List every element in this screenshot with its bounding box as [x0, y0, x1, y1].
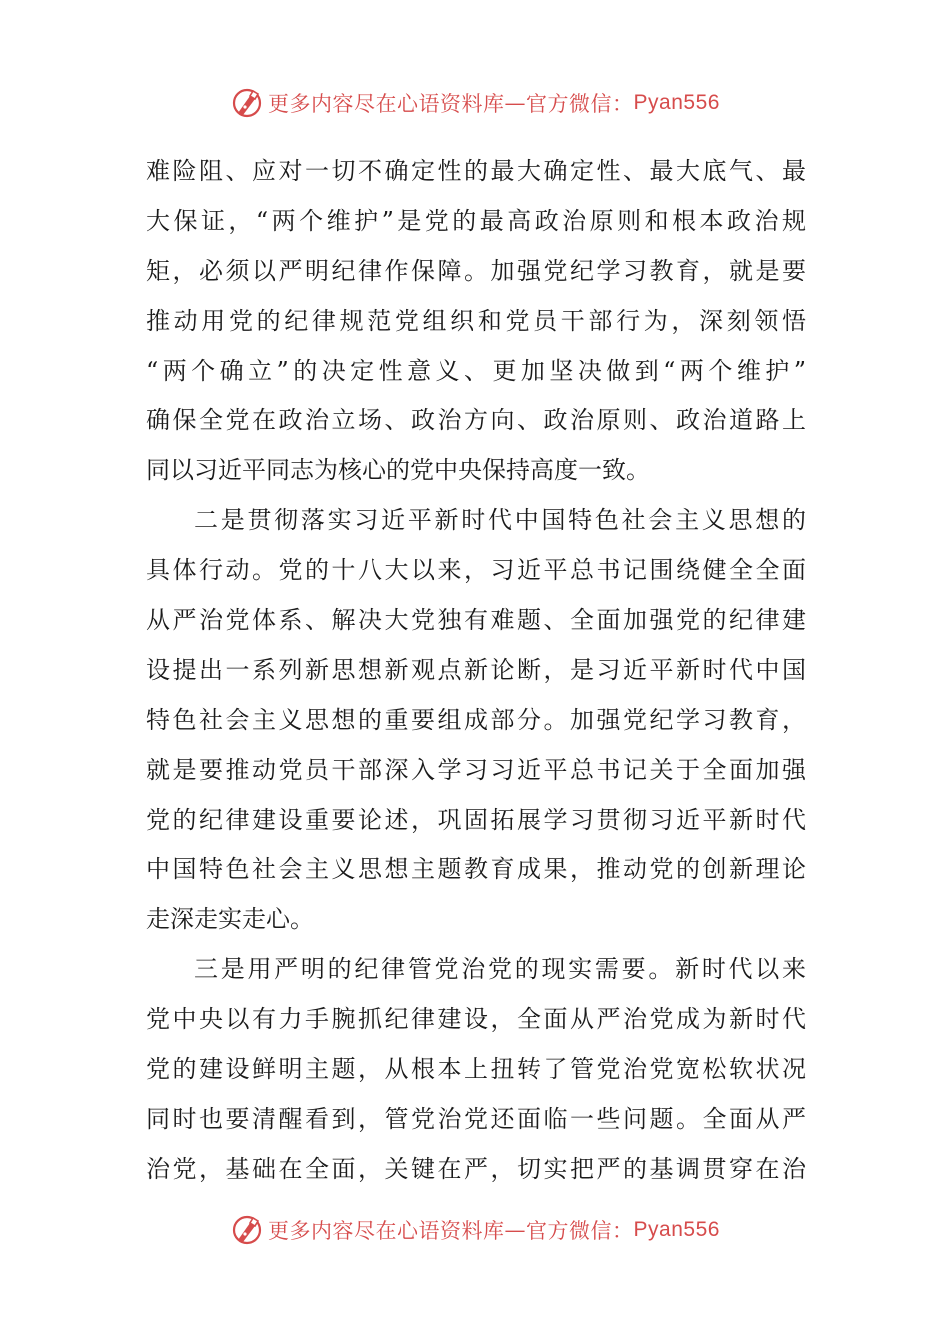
text-line: 确保全党在政治立场、政治方向、政治原则、政治道路上: [146, 406, 806, 435]
text-line: 从严治党体系、解决大党独有难题、全面加强党的纪律建: [146, 606, 806, 635]
banner-dash: —: [504, 1218, 527, 1242]
text-line: 党中央以有力手腕抓纪律建设，全面从严治党成为新时代: [146, 1005, 806, 1034]
document-body: [146, 147, 806, 1195]
text-line: 党的纪律建设重要论述，巩固拓展学习贯彻习近平新时代: [146, 805, 806, 834]
text-line: 设提出一系列新思想新观点新论断，是习近平新时代中国: [146, 655, 806, 684]
text-line: 就是要推动党员干部深入学习习近平总书记关于全面加强: [146, 755, 806, 784]
text-line: 中国特色社会主义思想主题教育成果，推动党的创新理论: [146, 855, 806, 884]
text-line: 同以习近平同志为核心的党中央保持高度一致。: [146, 456, 650, 485]
text-line: 党的建设鲜明主题，从根本上扭转了管党治党宽松软状况: [146, 1055, 806, 1084]
banner-wechat-handle: Pyan556: [633, 1218, 720, 1241]
text-line: 大保证，“两个维护”是党的最高政治原则和根本政治规: [146, 206, 806, 235]
paragraph-first-line: 三是用严明的纪律管党治党的现实需要。新时代以来: [194, 955, 806, 984]
text-line: 推动用党的纪律规范党组织和党员干部行为，深刻领悟: [146, 306, 806, 335]
banner-wechat-label: 官方微信：: [526, 1219, 634, 1243]
text-line: 走深走实走心。: [146, 905, 314, 934]
header-watermark-banner: [0, 83, 950, 123]
text-line: 同时也要清醒看到，管党治党还面临一些问题。全面从严: [146, 1104, 806, 1133]
text-line: 矩，必须以严明纪律作保障。加强党纪学习教育，就是要: [146, 256, 806, 285]
banner-dash: —: [504, 91, 527, 115]
pen-nib-logo-icon: [230, 86, 264, 120]
text-line: 难险阻、应对一切不确定性的最大确定性、最大底气、最: [146, 157, 806, 185]
text-line: 治党，基础在全面，关键在严，切实把严的基调贯穿在治: [146, 1154, 806, 1183]
paragraph-first-line: 二是贯彻落实习近平新时代中国特色社会主义思想的: [194, 506, 806, 535]
banner-wechat-handle: Pyan556: [633, 91, 720, 114]
footer-watermark-banner: [0, 1210, 950, 1250]
pen-nib-logo-icon: [230, 1213, 264, 1247]
banner-brand-text: 更多内容尽在心语资料库: [268, 92, 505, 116]
text-line: 特色社会主义思想的重要组成部分。加强党纪学习教育，: [146, 705, 806, 734]
banner-wechat-label: 官方微信：: [526, 92, 634, 116]
text-line: “两个确立”的决定性意义、更加坚决做到“两个维护”: [146, 356, 806, 385]
banner-brand-text: 更多内容尽在心语资料库: [268, 1219, 505, 1243]
text-line: 具体行动。党的十八大以来，习近平总书记围绕健全全面: [146, 556, 806, 585]
